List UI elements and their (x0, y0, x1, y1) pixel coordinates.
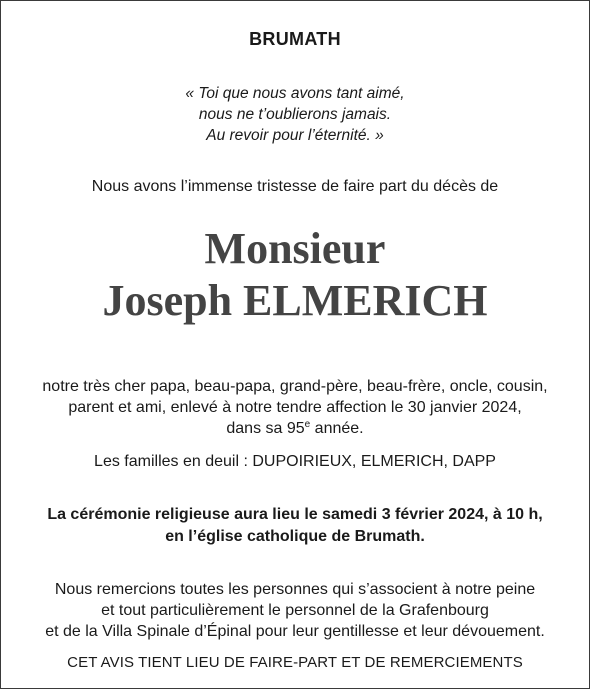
quote-line: Au revoir pour l’éternité. » (206, 127, 384, 144)
relation-line-age (1, 418, 589, 439)
ceremony-line: en l’église catholique de Brumath. (165, 528, 425, 545)
relation-line: notre très cher papa, beau-papa, grand-père, beau-frère, oncle, cousin, (42, 378, 548, 395)
age-prefix: dans sa 95 (226, 420, 305, 437)
closing-notice: CET AVIS TIENT LIEU DE FAIRE-PART ET DE REMERCIEMENTS (67, 654, 523, 671)
deceased-name (1, 223, 589, 327)
grieving-families: Les familles en deuil : DUPOIRIEUX, ELMERICH, DAPP (94, 453, 496, 470)
age-suffix: année. (310, 420, 364, 437)
thanks-line: et de la Villa Spinale d’Épinal pour leur gentillesse et leur dévouement. (45, 623, 545, 640)
thanks-line: et tout particulièrement le personnel de la Grafenbourg (101, 602, 489, 619)
name-full: Joseph ELMERICH (102, 276, 488, 325)
location-heading: BRUMATH (249, 29, 341, 49)
thanks-line: Nous remercions toutes les personnes qui s’associent à notre peine (54, 581, 536, 598)
relation-line: parent et ami, enlevé à notre tendre affection le 30 janvier 2024, (68, 399, 522, 416)
relation-text (1, 376, 589, 439)
quote-line: « Toi que nous avons tant aimé, (185, 85, 405, 102)
age-superscript: e (304, 419, 311, 430)
quote-line: nous ne t’oublierons jamais. (198, 106, 392, 123)
announcement-intro: Nous avons l’immense tristesse de faire part du décès de (91, 178, 499, 195)
ceremony-info (1, 504, 589, 548)
ceremony-line: La cérémonie religieuse aura lieu le samedi 3 février 2024, à 10 h, (47, 506, 543, 523)
name-title: Monsieur (204, 224, 386, 273)
thanks-text (1, 579, 589, 642)
memorial-quote (1, 83, 589, 146)
